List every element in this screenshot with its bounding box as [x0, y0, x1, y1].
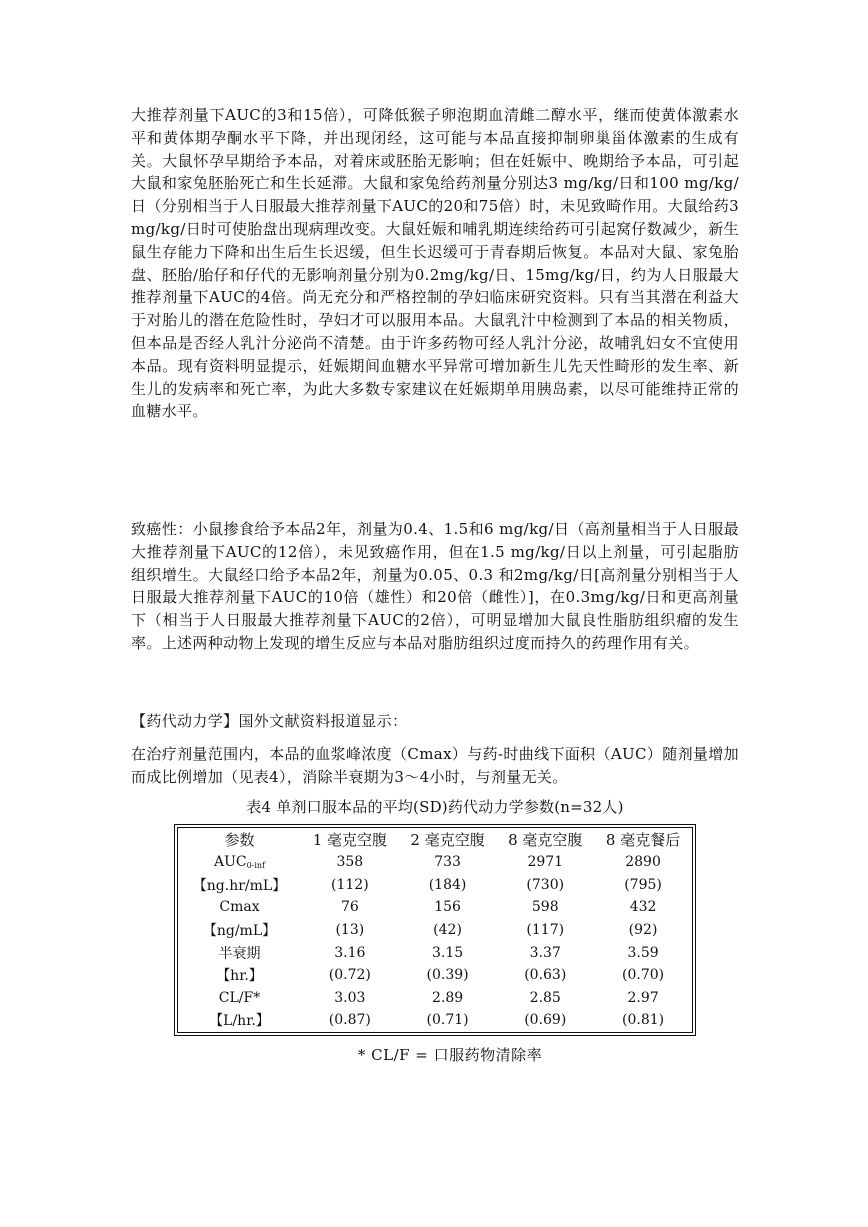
table-cell: (42) — [433, 922, 462, 939]
table-cell: (0.87) — [328, 1012, 371, 1029]
table-cell: (92) — [628, 922, 658, 939]
auc-subscript: 0-inf — [246, 861, 266, 871]
header-cell-8mg-fasting: 8 毫克空腹 — [508, 831, 583, 850]
header-cell-8mg-fed: 8 毫克餐后 — [605, 831, 681, 850]
table-cell: (0.63) — [524, 967, 567, 984]
header-cell-2mg-fasting: 2 毫克空腹 — [410, 831, 485, 850]
table-cell: 3.15 — [431, 944, 464, 961]
table-row — [178, 987, 693, 1010]
table-cell: 3.37 — [529, 944, 561, 961]
table-cell: (13) — [335, 922, 365, 939]
table-cell: (184) — [428, 876, 467, 893]
row-label: Cmax — [219, 899, 260, 916]
table-cell: (0.70) — [622, 967, 665, 984]
table-cell: 358 — [336, 854, 364, 871]
document-page — [131, 104, 739, 1065]
table-cell: (0.39) — [426, 967, 469, 984]
pk-parameters-table — [177, 827, 693, 1032]
carcinogenicity-paragraph: 致癌性：小鼠掺食给予本品2年，剂量为0.4、1.5和6 mg/kg/日（高剂量相当于人日服最大推荐剂量下AUC的12倍），未见致癌作用，但在1.5 mg/kg/日以上剂量，可引起脂肪组织增生。大鼠经口给予本品2年，剂量为0.05、0.3 和2mg/kg/日[高剂量分别相当于人日服最大推荐剂量下AUC的10倍（雄性）和20倍（雌性）]，在0.3mg/kg/日和更高剂量下（相当于人日服最大推荐剂量下AUC的2倍），可明显增加大鼠良性脂肪组织瘤的发生率。上述两种动物上发现的增生反应与本品对脂肪组织过度而持久的药理作用有关。 — [131, 520, 739, 652]
table-row — [178, 851, 693, 874]
row-label: CL/F* — [218, 989, 261, 1006]
table-row — [178, 919, 693, 942]
row-label: 【ng.hr/mL】 — [192, 877, 287, 894]
table-cell: (117) — [526, 922, 565, 939]
row-label: 【hr.】 — [216, 968, 263, 985]
table-cell: 2.85 — [529, 989, 561, 1006]
table-row — [178, 964, 693, 987]
header-cell-1mg-fasting: 1 毫克空腹 — [312, 831, 387, 850]
row-label: 半衰期 — [218, 945, 261, 962]
table-cell: (0.72) — [328, 967, 371, 984]
header-cell-parameter: 参数 — [224, 831, 255, 850]
row-label: 【L/hr.】 — [209, 1013, 270, 1030]
table-cell: (0.81) — [622, 1012, 665, 1029]
table-cell: 733 — [434, 854, 461, 871]
table-row — [178, 1009, 693, 1032]
reproductive-toxicity-paragraph: 大推荐剂量下AUC的3和15倍），可降低猴子卵泡期血清雌二醇水平，继而使黄体激素水平和黄体期孕酮水平下降，并出现闭经，这可能与本品直接抑制卵巢甾体激素的生成有关。大鼠怀孕早期给予本品，对着床或胚胎无影响；但在妊娠中、晚期给予本品，可引起大鼠和家兔胚胎死亡和生长延滞。大鼠和家兔给药剂量分别达3 mg/kg/日和100 mg/kg/日（分别相当于人日服最大推荐剂量下AUC的20和75倍）时，未见致畸作用。大鼠给药3 mg/kg/日时可使胎盘出现病理改变。大鼠妊娠和哺乳期连续给药可引起窝仔数减少，新生鼠生存能力下降和出生后生长迟缓，但生长迟缓可于青春期后恢复。本品对大鼠、家兔胎盘、胚胎/胎仔和仔代的无影响剂量分别为0.2mg/kg/日、15mg/kg/日，约为人日服最大推荐剂量下AUC的4倍。尚无充分和严格控制的孕妇临床研究资料。只有当其潜在利益大于对胎儿的潜在危险性时，孕妇才可以服用本品。大鼠乳汁中检测到了本品的相关物质，但本品是否经人乳汁分泌尚不清楚。由于许多药物可经人乳汁分泌，故哺乳妇女不宜使用本品。现有资料明显提示，妊娠期间血糖水平异常可增加新生儿先天性畸形的发生率、新生儿的发病率和死亡率，为此大多数专家建议在妊娠期单用胰岛素，以尽可能维持正常的血糖水平。 — [131, 106, 739, 421]
auc-label: AUC — [213, 854, 247, 871]
table-header-row — [178, 828, 693, 851]
row-label-auc — [178, 851, 302, 874]
table-cell: 76 — [340, 899, 359, 916]
table-cell: 2.97 — [627, 989, 659, 1006]
table-cell: 432 — [629, 899, 657, 916]
table-cell: (112) — [331, 876, 369, 893]
table-caption: 表4 单剂口服本品的平均(SD)药代动力学参数(n=32人) — [246, 798, 624, 817]
table-cell: 3.59 — [627, 944, 659, 961]
table-footnote: * CL/F = 口服药物清除率 — [357, 1045, 543, 1064]
table-cell: (730) — [526, 876, 565, 893]
table-cell: 3.16 — [334, 944, 366, 961]
pk-table-frame — [174, 824, 696, 1035]
table-row — [178, 896, 693, 919]
table-cell: 598 — [531, 899, 559, 916]
table-cell: (795) — [624, 876, 662, 893]
table-cell: 2.89 — [431, 989, 464, 1006]
pharmacokinetics-heading: 【药代动力学】国外文献资料报道显示： — [131, 712, 408, 730]
table-row — [178, 941, 693, 964]
pharmacokinetics-intro: 在治疗剂量范围内，本品的血浆峰浓度（Cmax）与药-时曲线下面积（AUC）随剂量增加而成比例增加（见表4），消除半衰期为3～4小时，与剂量无关。 — [131, 744, 739, 786]
table-cell: 2971 — [527, 854, 564, 871]
row-label: 【ng/mL】 — [202, 923, 277, 940]
table-cell: 2890 — [625, 854, 661, 871]
table-cell: 156 — [434, 899, 461, 916]
table-cell: (0.69) — [524, 1012, 567, 1029]
table-cell: (0.71) — [426, 1012, 469, 1029]
table-cell: 3.03 — [334, 989, 366, 1006]
table-row — [178, 874, 693, 897]
